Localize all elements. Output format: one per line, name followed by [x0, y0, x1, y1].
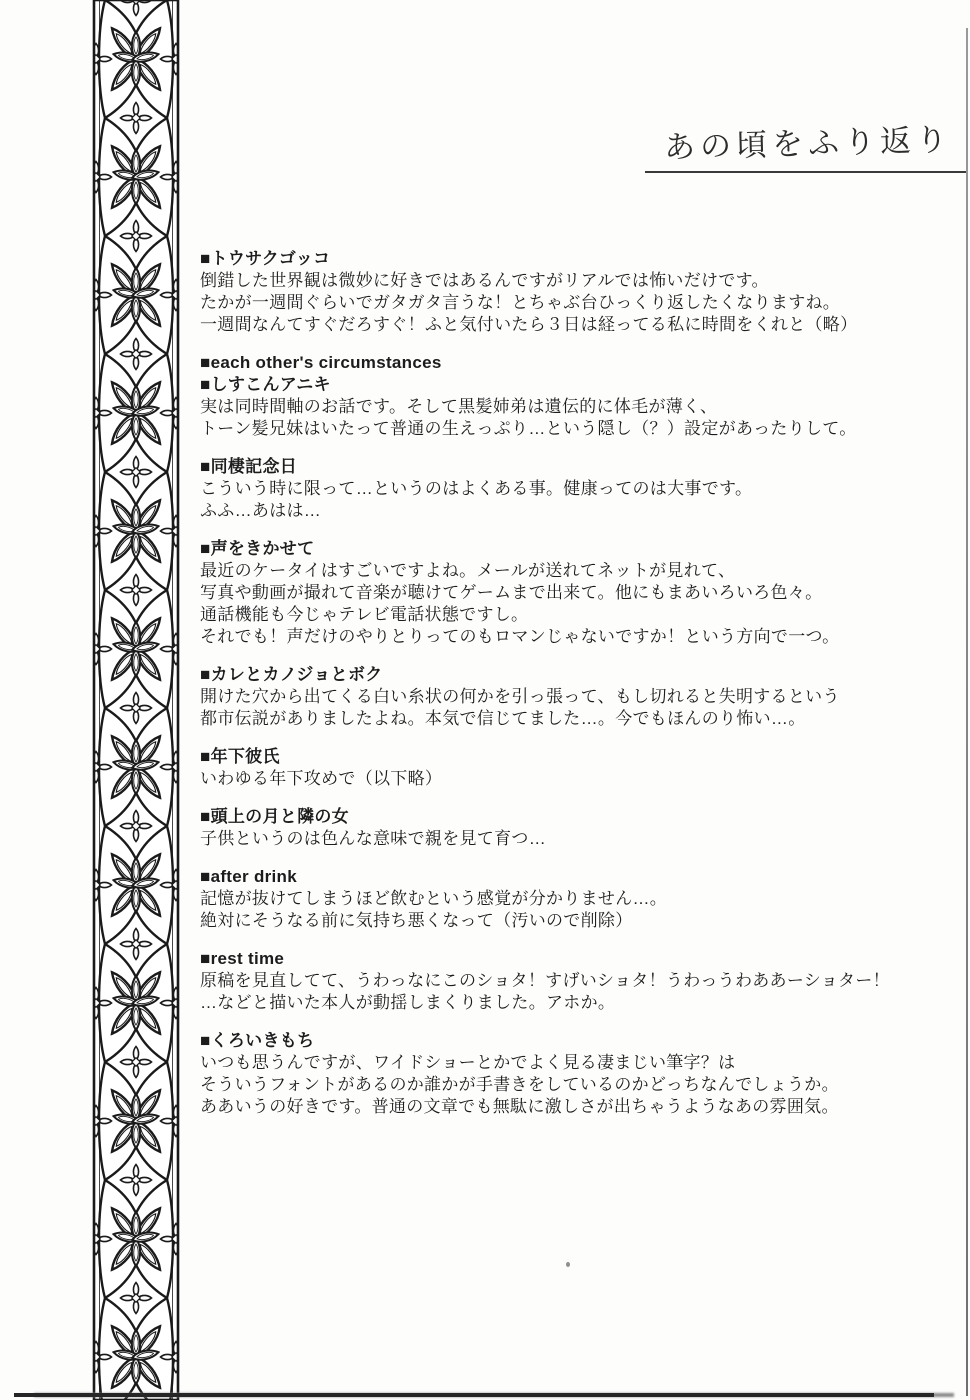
section-heading: ■年下彼氏 [200, 747, 280, 766]
text-line: 通話機能も今じゃテレビ電話状態ですし。 [200, 605, 529, 624]
text-line: それでも！声だけのやりとりってのもロマンじゃないですか！という方向で一つ。 [200, 627, 840, 646]
section-heading: ■しすこんアニキ [200, 375, 331, 394]
section-heading: ■声をきかせて [200, 539, 315, 558]
text-line: 絶対にそうなる前に気持ち悪くなって（汚いので削除） [200, 911, 633, 930]
page-edge-line-right [966, 28, 968, 1396]
text-line: 最近のケータイはすごいですよね。メールが送れてネットが見れて、 [200, 561, 736, 580]
section-heading: ■rest time [200, 949, 285, 968]
section-heading: ■同棲記念日 [200, 457, 298, 476]
text-line: 記憶が抜けてしまうほど飲むという感覚が分かりません…。 [200, 889, 668, 908]
section-each-others-circumstances [200, 352, 857, 440]
text-line: 都市伝説がありましたよね。本気で信じてました…。今でもほんのり怖い…。 [200, 709, 806, 728]
section-heading: ■each other's circumstances [200, 353, 442, 372]
foliate-border-icon [92, 0, 180, 1400]
text-line: ふふ…あはは… [200, 501, 322, 520]
section-zujou-no-tsuki [200, 806, 840, 850]
section-heading: ■くろいきもち [200, 1031, 315, 1050]
text-line: 開けた穴から出てくる白い糸状の何かを引っ張って、もし切れると失明するという [200, 687, 840, 706]
section-kuroi-kimochi [200, 1030, 840, 1118]
section-kare-to-kanojo-to-boku [200, 664, 840, 730]
text-line: こういう時に限って…というのはよくある事。健康ってのは大事です。 [200, 479, 753, 498]
section-toshishita-kareshi [200, 746, 840, 790]
section-after-drink [200, 866, 840, 932]
page-edge-line-bottom [14, 1393, 934, 1397]
text-line: そういうフォントがあるのか誰かが手書きをしているのかどっちなんでしょうか。 [200, 1075, 839, 1094]
text-line: 写真や動画が撮れて音楽が聴けてゲームまで出来て。他にもまあいろいろ色々。 [200, 583, 823, 602]
text-line: ああいうの好きです。普通の文章でも無駄に激しさが出ちゃうようなあの雰囲気。 [200, 1097, 839, 1116]
text-line: たかが一週間ぐらいでガタガタ言うな！とちゃぶ台ひっくり返したくなりますね。 [200, 293, 841, 312]
text-line: …などと描いた本人が動揺しまくりました。アホか。 [200, 993, 616, 1012]
section-rest-time [200, 948, 890, 1014]
commentary-column [200, 248, 890, 1134]
text-line: いわゆる年下攻めで（以下略） [200, 769, 443, 788]
text-line: 倒錯した世界観は微妙に好きではあるんですがリアルでは怖いだけです。 [200, 271, 769, 290]
scan-speck [566, 1262, 570, 1267]
title-underline [645, 171, 968, 173]
section-koe-wo-kikasete [200, 538, 840, 648]
section-heading: ■頭上の月と隣の女 [200, 807, 349, 826]
text-line: いつも思うんですが、ワイドショーとかでよく見る凄まじい筆字？は [200, 1053, 736, 1072]
text-line: トーン髪兄妹はいたって普通の生えっぷり…という隠し（？）設定があったりして。 [200, 419, 857, 438]
page-title: あの頃をふり返り [663, 121, 953, 166]
section-heading: ■カレとカノジョとボク [200, 665, 383, 684]
text-line: 実は同時間軸のお話です。そして黒髪姉弟は遺伝的に体毛が薄く、 [200, 397, 718, 416]
section-heading: ■トウサクゴッコ [200, 249, 331, 268]
text-line: 一週間なんてすぐだろすぐ！ふと気付いたら３日は経ってる私に時間をくれと（略） [200, 315, 858, 334]
section-tousaku-gokko [200, 248, 858, 336]
text-line: 原稿を見直してて、うわっなにこのショタ！すげいショタ！うわっうわああーショター！ [200, 971, 890, 990]
text-line: 子供というのは色んな意味で親を見て育つ… [200, 829, 546, 848]
section-heading: ■after drink [200, 867, 298, 886]
section-dousei-kinenbi [200, 456, 840, 522]
